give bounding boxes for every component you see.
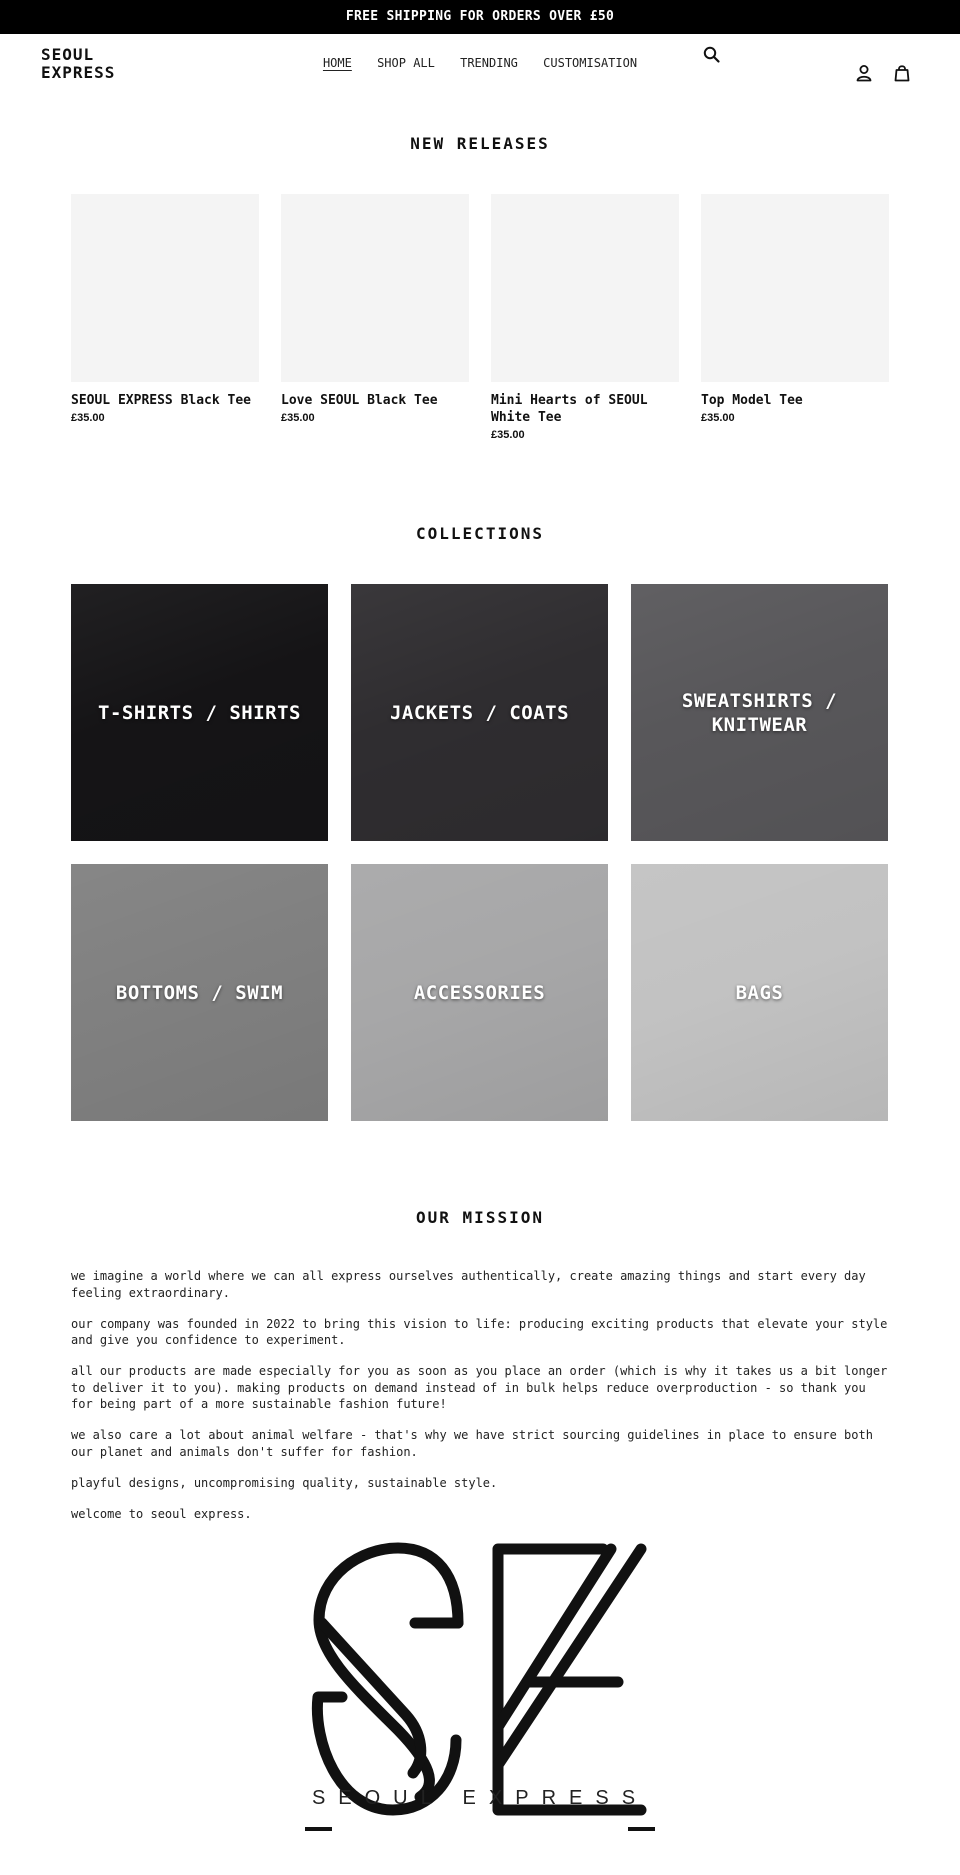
product-price: £35.00	[281, 412, 315, 424]
product-title[interactable]: SEOUL EXPRESS Black Tee	[71, 393, 252, 408]
collection-tile-tshirts[interactable]	[71, 584, 328, 841]
mission-paragraph: playful designs, uncompromising quality, sustainable style.	[71, 1475, 498, 1490]
main-nav	[0, 56, 960, 70]
product-title[interactable]: Mini Hearts of SEOUL White Tee	[491, 393, 648, 425]
logo-line-2: EXPRESS	[41, 63, 116, 82]
brand-logo-graphic	[298, 1535, 662, 1835]
mission-paragraph: welcome to seoul express.	[71, 1506, 252, 1521]
collection-tile-jackets[interactable]	[351, 584, 608, 841]
collection-label: BAGS	[735, 981, 784, 1004]
collection-label: T-SHIRTS / SHIRTS	[98, 701, 301, 724]
product-image[interactable]	[491, 194, 679, 382]
collection-tile-accessories[interactable]	[351, 864, 608, 1121]
cart-icon[interactable]	[890, 61, 914, 85]
product-card[interactable]	[71, 194, 259, 425]
account-icon[interactable]	[852, 61, 876, 85]
product-image[interactable]	[71, 194, 259, 382]
collection-tile-bags[interactable]	[631, 864, 888, 1121]
new-releases-title: NEW RELEASES	[410, 134, 550, 153]
nav-trending[interactable]: TRENDING	[460, 56, 518, 70]
product-card[interactable]	[701, 194, 889, 425]
brand-logo-wordmark: SEOUL EXPRESS	[311, 1787, 649, 1809]
announcement-bar: FREE SHIPPING FOR ORDERS OVER £50	[0, 0, 960, 34]
product-image[interactable]	[281, 194, 469, 382]
product-price: £35.00	[71, 412, 105, 424]
mission-paragraph: our company was founded in 2022 to bring this vision to life: producing exciting products that elevate your style and give you confidence to experiment.	[71, 1316, 888, 1347]
mission-paragraph: all our products are made especially for you as soon as you place an order (which is why it takes us a bit longer to deliver it to you). making products on demand instead of in bulk helps reduce overproduction - so thank you for being part of a more sustainable fashion future!	[71, 1364, 888, 1411]
collection-tile-bottoms[interactable]	[71, 864, 328, 1121]
product-price: £35.00	[701, 412, 735, 424]
mission-paragraph: we imagine a world where we can all express ourselves authentically, create amazing things and start every day feeling extraordinary.	[71, 1269, 866, 1300]
logo-line-1: SEOUL	[41, 45, 95, 64]
nav-home[interactable]: HOME	[322, 56, 352, 70]
collection-tile-sweatshirts[interactable]	[631, 584, 888, 841]
mission-paragraph: we also care a lot about animal welfare - that's why we have strict sourcing guidelines in place to ensure both our planet and animals don't suffer for fashion.	[71, 1428, 873, 1459]
product-image[interactable]	[701, 194, 889, 382]
nav-customisation[interactable]: CUSTOMISATION	[543, 56, 638, 70]
collections-title: COLLECTIONS	[416, 524, 544, 543]
product-price: £35.00	[491, 429, 525, 441]
nav-shop-all[interactable]: SHOP ALL	[377, 56, 435, 70]
site-header	[0, 34, 960, 96]
collection-label: ACCESSORIES	[413, 981, 546, 1004]
mission-text	[71, 1268, 891, 1537]
brand-logo	[298, 1535, 662, 1835]
collection-label: BOTTOMS / SWIM	[115, 981, 284, 1004]
collection-label: SWEATSHIRTS / KNITWEAR	[681, 689, 838, 736]
search-icon[interactable]	[700, 43, 724, 67]
product-card[interactable]	[281, 194, 469, 425]
product-title[interactable]: Top Model Tee	[701, 393, 803, 408]
mission-title: OUR MISSION	[416, 1208, 544, 1227]
product-title[interactable]: Love SEOUL Black Tee	[281, 393, 438, 408]
product-card[interactable]	[491, 194, 679, 442]
collection-label: JACKETS / COATS	[389, 701, 570, 724]
